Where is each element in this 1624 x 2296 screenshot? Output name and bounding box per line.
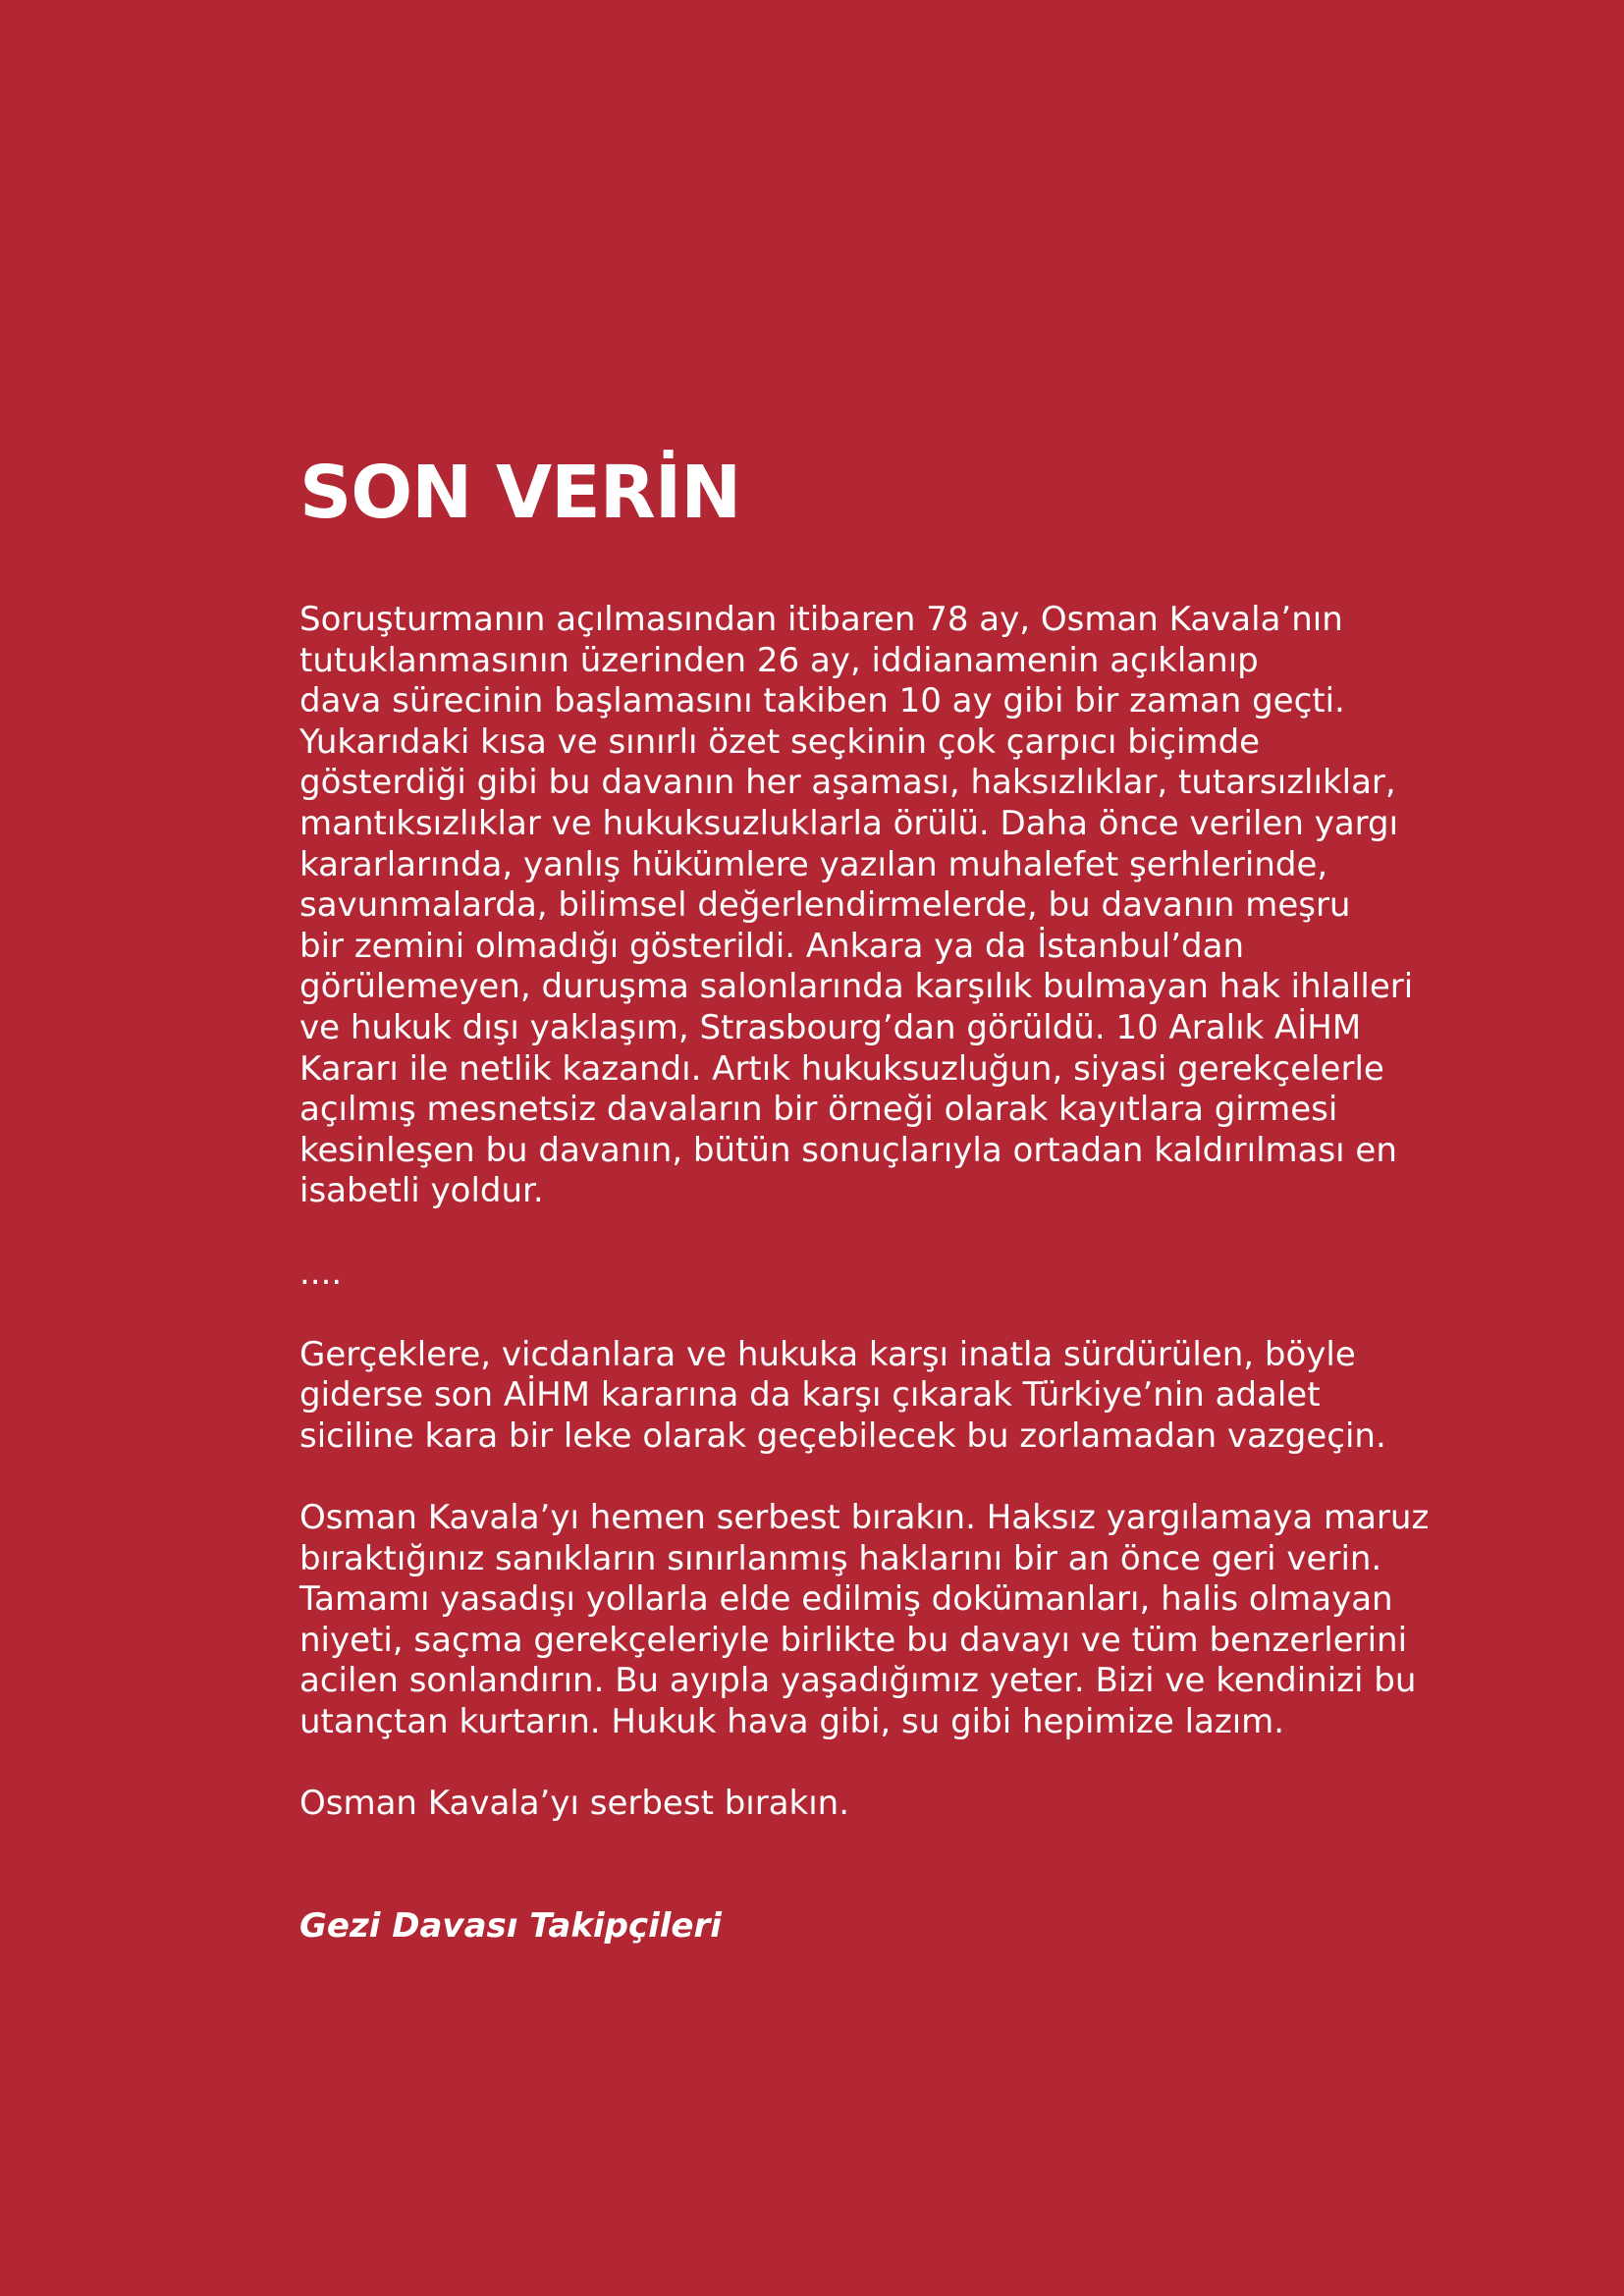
paragraph-3 <box>299 1498 1430 1743</box>
paragraph-line: tutuklanmasının üzerinden 26 ay, iddianamenin açıklanıp <box>299 640 1259 680</box>
paragraph-line: Yukarıdaki kısa ve sınırlı özet seçkinin çok çarpıcı biçimde <box>299 721 1261 762</box>
paragraph-line: acilen sonlandırın. Bu ayıpla yaşadığımız yeter. Bizi ve kendinizi bu <box>299 1661 1417 1701</box>
paragraph-ellipsis <box>299 1254 1340 1295</box>
paragraph-2 <box>299 1334 1386 1458</box>
paragraph-line: Osman Kavala’yı serbest bırakın. <box>299 1784 850 1824</box>
paragraph-line: utançtan kurtarın. Hukuk hava gibi, su gibi hepimize lazım. <box>299 1702 1285 1742</box>
paragraph-line: Kararı ile netlik kazandı. Artık hukuksuzluğun, siyasi gerekçelerle <box>299 1048 1384 1089</box>
paragraph-line: Soruşturmanın açılmasından itibaren 78 ay, Osman Kavala’nın <box>299 600 1343 639</box>
paragraph-line: niyeti, saçma gerekçeleriyle birlikte bu davayı ve tüm benzerlerini <box>299 1620 1408 1660</box>
paragraph-line: kesinleşen bu davanın, bütün sonuçlarıyla ortadan kaldırılması en <box>299 1130 1397 1170</box>
paragraph-line: kararlarında, yanlış hükümlere yazılan muhalefet şerhlerinde, <box>299 844 1328 884</box>
paragraph-line: giderse son AİHM kararına da karşı çıkarak Türkiye’nin adalet <box>299 1375 1321 1415</box>
paragraph-line: gösterdiği gibi bu davanın her aşaması, haksızlıklar, tutarsızlıklar, <box>299 763 1396 803</box>
paragraph-line: ve hukuk dışı yaklaşım, Strasbourg’dan görüldü. 10 Aralık AİHM <box>299 1007 1362 1047</box>
paragraph-1 <box>299 600 1414 1212</box>
paragraph-line: mantıksızlıklar ve hukuksuzluklarla örülü. Daha önce verilen yargı <box>299 803 1399 843</box>
signature: Gezi Davası Takipçileri <box>299 1905 722 1946</box>
ellipsis-line: .... <box>299 1253 343 1293</box>
page-title: SON VERİN <box>299 451 741 535</box>
paragraph-line: dava sürecinin başlamasını takiben 10 ay gibi bir zaman geçti. <box>299 681 1345 721</box>
paragraph-line: isabetli yoldur. <box>299 1171 544 1211</box>
paragraph-line: savunmalarda, bilimsel değerlendirmelerde, bu davanın meşru <box>299 885 1351 926</box>
paragraph-4 <box>299 1784 1340 1825</box>
paragraph-line: Gerçeklere, vicdanlara ve hukuka karşı inatla sürdürülen, böyle <box>299 1334 1356 1374</box>
paragraph-line: açılmış mesnetsiz davaların bir örneği olarak kayıtlara girmesi <box>299 1090 1338 1130</box>
paragraph-line: bir zemini olmadığı gösterildi. Ankara ya da İstanbul’dan <box>299 926 1245 966</box>
paragraph-line: siciline kara bir leke olarak geçebilecek bu zorlamadan vazgeçin. <box>299 1415 1386 1456</box>
paragraph-line: Osman Kavala’yı hemen serbest bırakın. Haksız yargılamaya maruz <box>299 1498 1430 1538</box>
paragraph-line: Tamamı yasadışı yollarla elde edilmiş dokümanları, halis olmayan <box>299 1579 1393 1620</box>
paragraph-line: görülemeyen, duruşma salonlarında karşılık bulmayan hak ihlalleri <box>299 967 1414 1007</box>
document-page <box>299 451 1430 1947</box>
paragraph-line: bıraktığınız sanıkların sınırlanmış haklarını bir an önce geri verin. <box>299 1538 1382 1578</box>
